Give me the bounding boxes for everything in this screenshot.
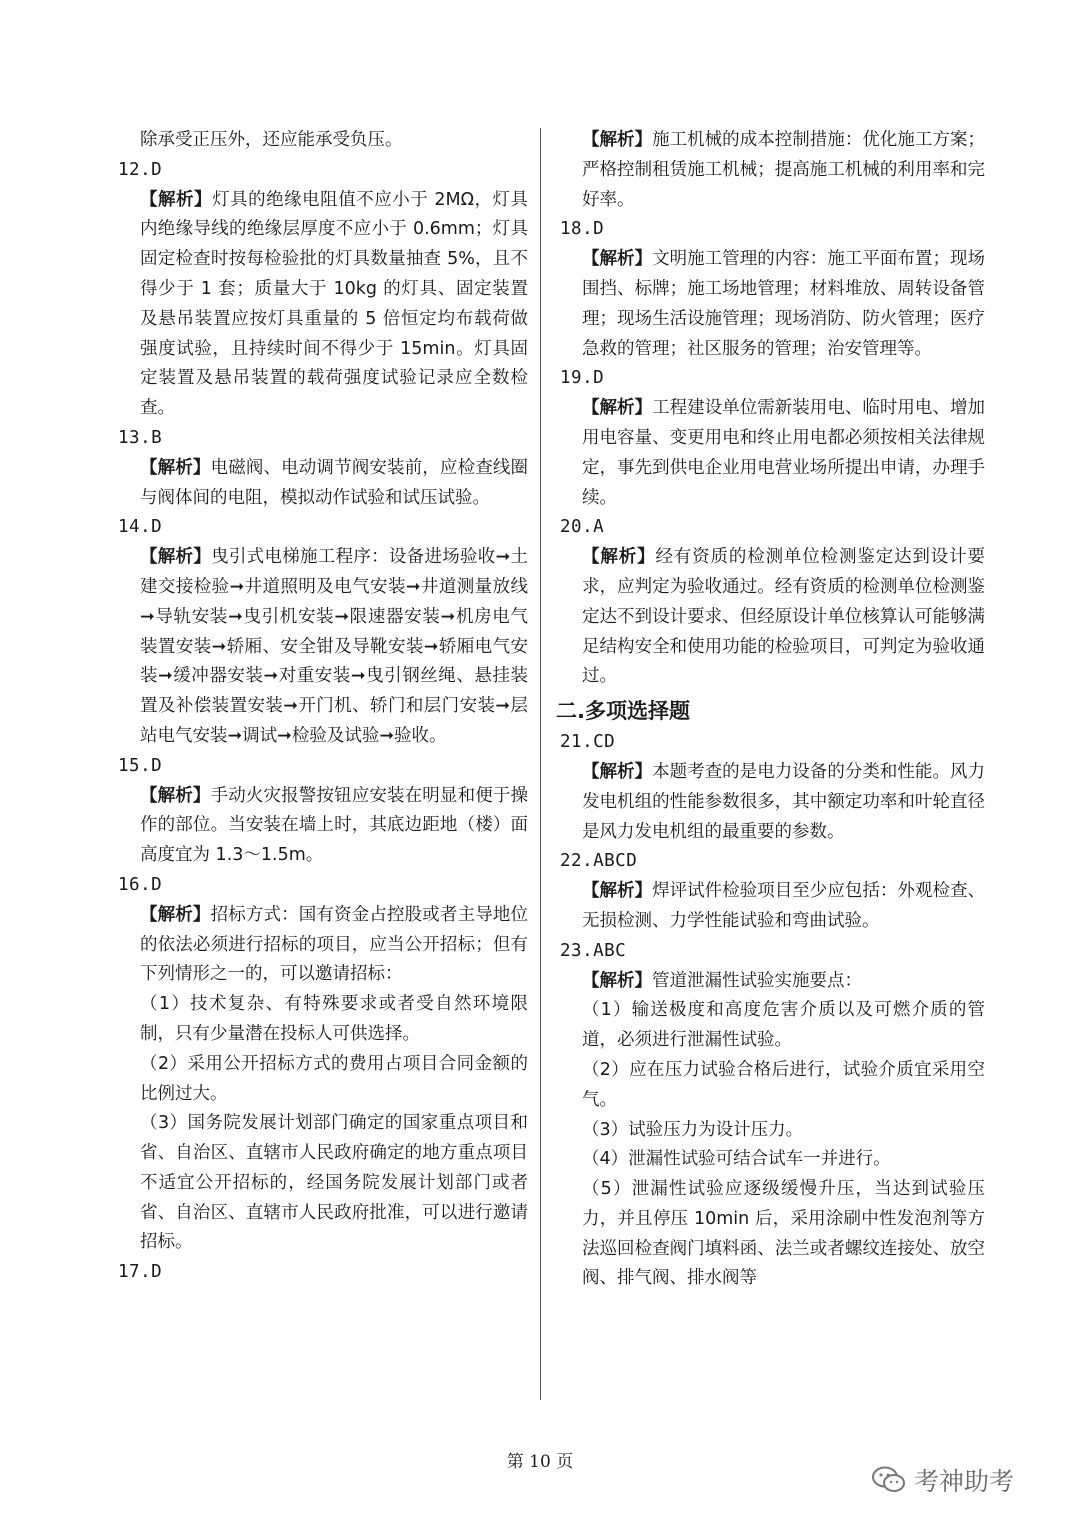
analysis-paragraph [118, 901, 528, 990]
wechat-icon [872, 1466, 906, 1494]
analysis-paragraph [560, 394, 985, 513]
question-number: 16.D [118, 874, 163, 895]
question-number: 12.D [118, 159, 163, 180]
analysis-paragraph [560, 245, 985, 364]
analysis-text: 施工机械的成本控制措施：优化施工方案；严格控制租赁施工机械；提高施工机械的利用率和完好率。 [582, 130, 986, 210]
question-number: 17.D [118, 1262, 163, 1283]
list-item: （1）输送极度和高度危害介质以及可燃介质的管道，必须进行泄漏性试验。 [582, 1000, 985, 1051]
analysis-paragraph [560, 758, 985, 847]
column-divider [540, 128, 541, 1400]
analysis-text: 手动火灾报警按钮应安装在明显和便于操作的部位。当安装在墙上时，其底边距地（楼）面高度宜为 1.3～1.5m。 [140, 785, 529, 866]
right-column [556, 126, 986, 1294]
analysis-tag: 【解析】 [582, 249, 653, 270]
analysis-text: 经有资质的检测单位检测鉴定达到设计要求，应判定为验收通过。经有资质的检测单位检测鉴定达不到设计要求、但经原设计单位核算认可能够满足结构安全和使用功能的检验项目，可判定为验收通过。 [582, 547, 986, 687]
question-number: 14.D [118, 517, 163, 538]
question-number: 13.B [118, 427, 163, 448]
analysis-paragraph [560, 543, 985, 692]
question-number: 19.D [560, 368, 605, 389]
analysis-text: 招标方式：国有资金占控股或者主导地位的依法必须进行招标的项目，应当公开招标；但有下列情形之一的，可以邀请招标： [140, 904, 529, 985]
question-number: 20.A [560, 517, 605, 538]
question-number: 23.ABC [560, 940, 627, 961]
analysis-text: 管道泄漏性试验实施要点： [652, 970, 862, 991]
list-item: （3）国务院发展计划部门确定的国家重点项目和省、自治区、直辖市人民政府确定的地方重点项目不适宜公开招标的，经国务院发展计划部门或者省、自治区、直辖市人民政府批准，可以进行邀请招标。 [140, 1113, 528, 1253]
analysis-paragraph [118, 543, 528, 752]
list-item: （2）应在压力试验合格后进行，试验介质宜采用空气。 [582, 1059, 985, 1110]
analysis-paragraph [560, 877, 985, 937]
question-number: 18.D [560, 219, 605, 240]
list-item: （4）泄漏性试验可结合试车一并进行。 [582, 1149, 891, 1170]
list-item: （1）技术复杂、有特殊要求或者受自然环境限制，只有少量潜在投标人可供选择。 [140, 994, 528, 1044]
analysis-tag: 【解析】 [582, 130, 653, 150]
analysis-text: 焊评试件检验项目至少应包括：外观检查、无损检测、力学性能试验和弯曲试验。 [582, 881, 986, 931]
analysis-text: 工程建设单位需新装用电、临时用电、增加用电容量、变更用电和终止用电都必须按相关法律规定，事先到供电企业用电营业场所提出申请，办理手续。 [582, 398, 986, 508]
continued-text: 除承受正压外，还应能承受负压。 [140, 130, 403, 150]
analysis-tag: 【解析】 [140, 904, 211, 925]
watermark [872, 1462, 1014, 1498]
list-item: （5）泄漏性试验应逐级缓慢升压，当达到试验压力，并且停压 10min 后，采用涂刷中性发泡剂等方法巡回检查阀门填料函、法兰或者螺纹连接处、放空阀、排气阀、排水阀等 [582, 1179, 985, 1289]
list-item: （3）试验压力为设计压力。 [582, 1119, 804, 1140]
section-heading: 二.多项选择题 [556, 699, 690, 724]
analysis-tag: 【解析】 [582, 761, 653, 782]
analysis-paragraph [560, 126, 985, 215]
question-number: 22.ABCD [560, 851, 638, 872]
analysis-tag: 【解析】 [140, 457, 211, 478]
analysis-tag: 【解析】 [582, 398, 653, 419]
analysis-text: 灯具的绝缘电阻值不应小于 2MΩ，灯具内绝缘导线的绝缘层厚度不应小于 0.6mm；灯具固定检查时按每检验批的灯具数量抽查 5%，且不得少于 1 套；质量大于 10kg 的灯具、固定装置及悬吊装置应按灯具重量的 5 倍恒定均布载荷做强度试验，且持续时间不得少于 15min。灯具固定装置及悬吊装置的载荷强度试验记录应全数检查。 [140, 189, 529, 419]
page-number: 第 10 页 [506, 1452, 574, 1472]
question-number: 21.CD [560, 732, 616, 753]
analysis-tag: 【解析】 [140, 547, 212, 568]
list-item: （2）采用公开招标方式的费用占项目合同金额的比例过大。 [140, 1053, 528, 1104]
analysis-text: 曳引式电梯施工程序：设备进场验收➞土建交接检验➞井道照明及电气安装➞井道测量放线➞导轨安装➞曳引机安装➞限速器安装➞机房电气装置安装➞轿厢、安全钳及导靴安装➞轿厢电气安装➞缓冲器安装➞对重安装➞曳引钢丝绳、悬挂装置及补偿装置安装➞开门机、轿门和层门安装➞层站电气安装➞调试➞检验及试验➞验收。 [140, 547, 529, 746]
analysis-paragraph [118, 454, 528, 514]
analysis-tag: 【解析】 [582, 970, 652, 991]
analysis-paragraph [118, 782, 528, 871]
analysis-tag: 【解析】 [140, 785, 211, 806]
analysis-paragraph [118, 186, 528, 424]
analysis-tag: 【解析】 [140, 189, 213, 210]
question-number: 15.D [118, 755, 163, 776]
left-column [118, 126, 528, 1288]
analysis-tag: 【解析】 [582, 881, 653, 902]
watermark-text: 考神助考 [914, 1467, 1015, 1496]
analysis-paragraph [560, 967, 985, 997]
analysis-text: 文明施工管理的内容：施工平面布置；现场围挡、标牌；施工场地管理；材料堆放、周转设备管理；现场生活设施管理；现场消防、防火管理；医疗急救的管理；社区服务的管理；治安管理等。 [582, 249, 986, 359]
analysis-text: 电磁阀、电动调节阀安装前，应检查线圈与阀体间的电阻，模拟动作试验和试压试验。 [140, 457, 529, 508]
analysis-tag: 【解析】 [582, 547, 656, 568]
analysis-text: 本题考查的是电力设备的分类和性能。风力发电机组的性能参数很多，其中额定功率和叶轮直径是风力发电机组的最重要的参数。 [582, 761, 986, 842]
